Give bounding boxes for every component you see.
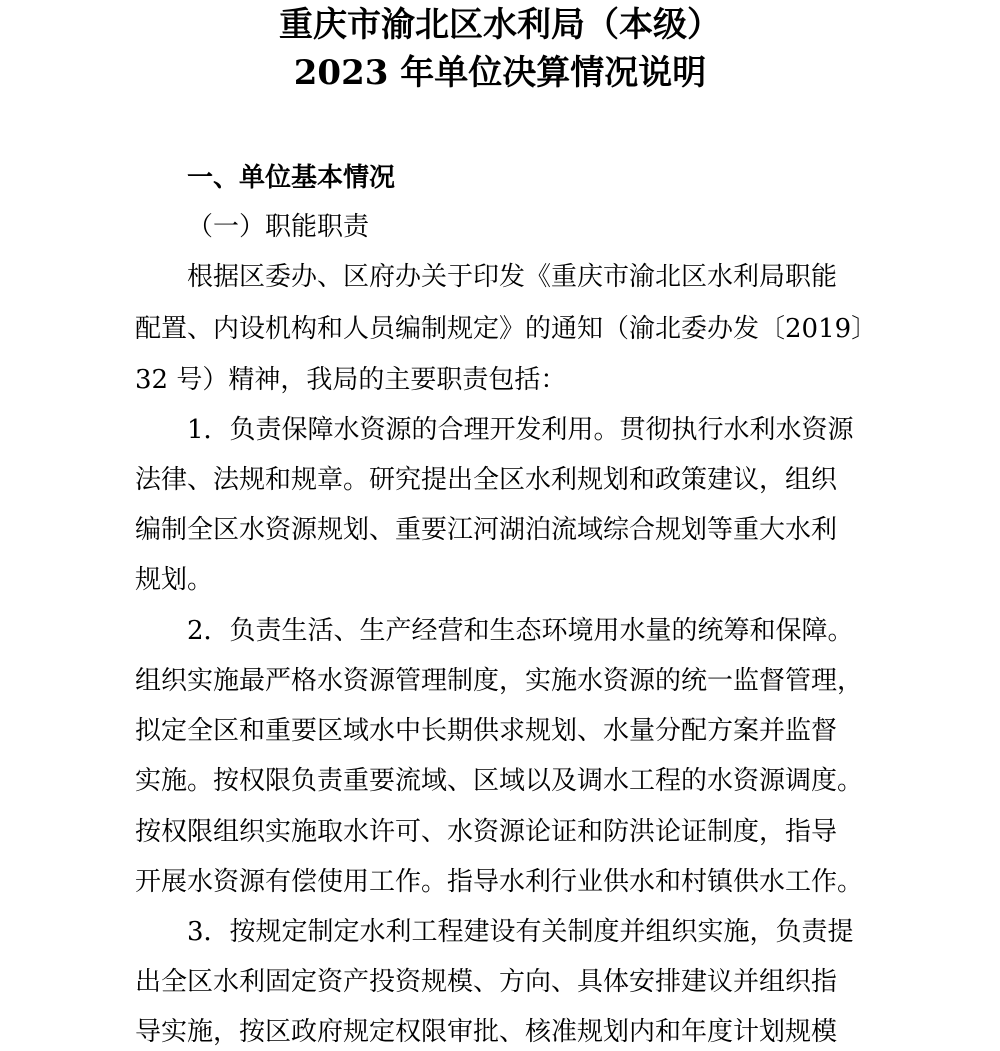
body-line: 1．负责保障水资源的合理开发利用。贯彻执行水利水资源 xyxy=(187,415,854,445)
body-line: 32 号）精神，我局的主要职责包括： xyxy=(135,365,567,395)
section-heading: 一、单位基本情况 xyxy=(187,163,396,193)
subsection-heading: （一）职能职责 xyxy=(187,212,370,242)
body-line: 开展水资源有偿使用工作。指导水利行业供水和村镇供水工作。 xyxy=(135,867,864,897)
body-line: 按权限组织实施取水许可、水资源论证和防洪论证制度，指导 xyxy=(135,817,838,847)
body-line: 拟定全区和重要区域水中长期供求规划、水量分配方案并监督 xyxy=(135,716,838,746)
body-line: 根据区委办、区府办关于印发《重庆市渝北区水利局职能 xyxy=(187,262,838,292)
body-line: 法律、法规和规章。研究提出全区水利规划和政策建议，组织 xyxy=(135,465,838,495)
body-line: 实施。按权限负责重要流域、区域以及调水工程的水资源调度。 xyxy=(135,766,864,796)
body-line: 3．按规定制定水利工程建设有关制度并组织实施，负责提 xyxy=(187,917,854,947)
body-line: 编制全区水资源规划、重要江河湖泊流域综合规划等重大水利 xyxy=(135,515,838,545)
document-title-line-2: 2023 年单位决算情况说明 xyxy=(293,53,707,93)
body-line: 出全区水利固定资产投资规模、方向、具体安排建议并组织指 xyxy=(135,967,838,997)
body-line: 导实施，按区政府规定权限审批、核准规划内和年度计划规模 xyxy=(135,1017,838,1047)
body-line: 规划。 xyxy=(135,565,214,595)
body-line: 组织实施最严格水资源管理制度，实施水资源的统一监督管理， xyxy=(135,666,864,696)
document-title-line-1: 重庆市渝北区水利局（本级） xyxy=(279,5,721,45)
body-line: 2．负责生活、生产经营和生态环境用水量的统筹和保障。 xyxy=(187,616,854,646)
body-line: 配置、内设机构和人员编制规定》的通知（渝北委办发〔2019〕 xyxy=(135,314,878,344)
